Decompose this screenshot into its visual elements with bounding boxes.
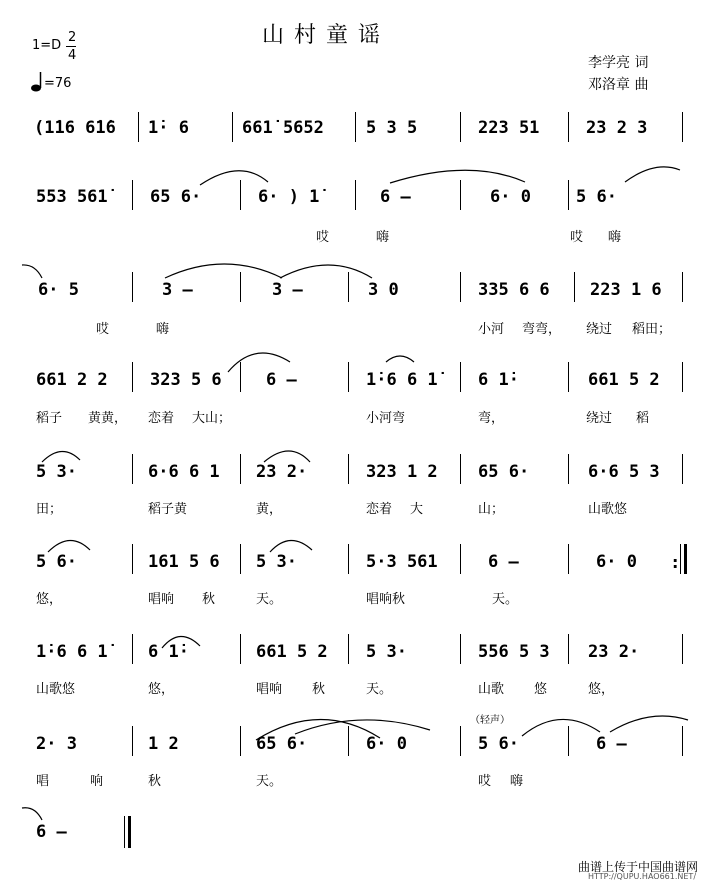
lyric: 山歌 xyxy=(478,682,505,697)
lyric: 天。 xyxy=(256,774,283,789)
barline xyxy=(132,454,133,484)
barline xyxy=(132,362,133,392)
notes-measure: 1̇·6 6 1̇ xyxy=(366,370,438,390)
notes-measure: 1̇·6 6 1̇ xyxy=(36,642,108,662)
lyric: 哎 xyxy=(478,774,492,789)
barline xyxy=(568,112,569,142)
composer-credit: 邓洛章 曲 xyxy=(588,77,649,93)
notes-measure: 6·6 6 1 xyxy=(148,462,220,482)
barline xyxy=(460,180,461,210)
barline xyxy=(460,544,461,574)
repeat-barline xyxy=(684,544,687,574)
barline xyxy=(460,272,461,302)
notes-measure: 6 – xyxy=(380,187,411,207)
notes-measure: 6 1̇· xyxy=(478,370,519,390)
lyric: 响 xyxy=(90,774,104,789)
notes-measure: 2· 3 xyxy=(36,734,77,754)
notes-measure: 5 3· xyxy=(366,642,407,662)
notes-measure: 661 5 2 xyxy=(256,642,328,662)
lyric: 悠， xyxy=(36,592,63,607)
notes-measure: 3 – xyxy=(272,280,303,300)
barline xyxy=(232,112,233,142)
lyric: 山； xyxy=(478,502,505,517)
barline xyxy=(460,112,461,142)
time-signature-numerator: 2 xyxy=(68,30,77,45)
lyric: 弯弯， xyxy=(522,322,562,337)
notes-measure: 556 5 3 xyxy=(478,642,550,662)
barline xyxy=(348,362,349,392)
notes-measure: 23 2· xyxy=(256,462,308,482)
notes-measure: 553 561̇ xyxy=(36,187,108,207)
barline xyxy=(240,272,241,302)
lyric: 哎 xyxy=(316,230,330,245)
barline xyxy=(240,634,241,664)
barline xyxy=(132,180,133,210)
watermark-url: HTTP://QUPU.HAO661.NET/ xyxy=(588,872,697,881)
lyric: 嗨 xyxy=(156,322,170,337)
notes-measure: 6 – xyxy=(36,822,67,842)
notes-measure: 5 6· xyxy=(478,734,519,754)
lyric: 黄黄， xyxy=(88,411,128,426)
barline xyxy=(132,272,133,302)
barline xyxy=(460,454,461,484)
barline xyxy=(355,180,356,210)
lyric: 嗨 xyxy=(608,230,622,245)
notes-measure: 1 2 xyxy=(148,734,179,754)
notes-measure: 335 6 6 xyxy=(478,280,550,300)
notes-measure: 65 6· xyxy=(478,462,530,482)
lyric: 哎 xyxy=(570,230,584,245)
notes-measure: 6 – xyxy=(488,552,519,572)
notes-measure: 5 3· xyxy=(36,462,77,482)
barline xyxy=(682,634,683,664)
barline xyxy=(348,634,349,664)
barline xyxy=(240,726,241,756)
notes-measure: 5 6· xyxy=(576,187,617,207)
barline xyxy=(682,272,683,302)
notes-measure: 3 – xyxy=(162,280,193,300)
tempo-mark: =76 xyxy=(44,76,72,91)
barline xyxy=(348,726,349,756)
notes-measure: 5 3 5 xyxy=(366,118,418,138)
notes-measure: 323 1 2 xyxy=(366,462,438,482)
time-signature-denominator: 4 xyxy=(68,48,77,63)
lyric: 悠， xyxy=(588,682,615,697)
lyric: 大 xyxy=(410,502,424,517)
notes-measure: 6· 5 xyxy=(38,280,79,300)
notes-measure: 6· ) 1̇ xyxy=(258,187,320,207)
lyric: 秋 xyxy=(148,774,162,789)
lyricist-credit: 李学亮 词 xyxy=(588,55,649,71)
notes-measure: 6·6 5 3 xyxy=(588,462,660,482)
lyric: 唱 xyxy=(36,774,50,789)
barline xyxy=(348,544,349,574)
lyric: 山歌悠 xyxy=(36,682,76,697)
barline xyxy=(240,544,241,574)
lyric: 黄， xyxy=(256,502,283,517)
watermark-text: 曲谱上传于中国曲谱网 xyxy=(578,860,699,874)
barline xyxy=(138,112,139,142)
notes-measure: 65 6· xyxy=(256,734,308,754)
barline xyxy=(132,634,133,664)
notes-measure: 161 5 6 xyxy=(148,552,220,572)
notes-measure: 1̇· 6 xyxy=(148,118,189,138)
notes-measure: 65 6· xyxy=(150,187,202,207)
lyric: 唱响 xyxy=(256,682,283,697)
lyric: 弯， xyxy=(478,411,505,426)
barline xyxy=(682,362,683,392)
barline xyxy=(568,180,569,210)
lyric: 田； xyxy=(36,502,63,517)
lyric: 天。 xyxy=(256,592,283,607)
notes-measure: 323 5 6 xyxy=(150,370,222,390)
barline xyxy=(680,544,681,574)
repeat-dots: : xyxy=(672,553,679,572)
dynamics-mark: （轻声） xyxy=(470,715,510,726)
notes-measure: 223 51 xyxy=(478,118,540,138)
notes-measure: 6· 0 xyxy=(490,187,531,207)
lyric: 稻子黄 xyxy=(148,502,188,517)
lyric: 秋 xyxy=(202,592,216,607)
lyric: 小河弯 xyxy=(366,411,406,426)
barline xyxy=(348,272,349,302)
barline xyxy=(460,726,461,756)
barline xyxy=(568,726,569,756)
barline xyxy=(682,454,683,484)
key-signature: 1=D xyxy=(32,38,62,53)
barline xyxy=(682,726,683,756)
lyric: 天。 xyxy=(366,682,393,697)
notes-measure: 6 1̇· xyxy=(148,642,189,662)
barline xyxy=(132,544,133,574)
barline xyxy=(460,362,461,392)
barline xyxy=(355,112,356,142)
barline xyxy=(240,362,241,392)
barline xyxy=(568,544,569,574)
lyric: 山歌悠 xyxy=(588,502,628,517)
barline xyxy=(568,634,569,664)
lyric: 唱响 xyxy=(148,592,175,607)
lyric: 恋着 xyxy=(366,502,393,517)
notes-measure: 6· 0 xyxy=(596,552,637,572)
notes-measure: 661 2 2 xyxy=(36,370,108,390)
notes-measure: 223 1 6 xyxy=(590,280,662,300)
barline xyxy=(682,112,683,142)
lyric: 小河 xyxy=(478,322,505,337)
barline xyxy=(460,634,461,664)
notes-measure: 6· 0 xyxy=(366,734,407,754)
notes-measure: 5 6· xyxy=(36,552,77,572)
notes-measure: 5·3 561 xyxy=(366,552,438,572)
barline xyxy=(568,362,569,392)
lyric: 秋 xyxy=(312,682,326,697)
notes-measure: 661̇ 5652 xyxy=(242,118,324,138)
lyric: 唱响秋 xyxy=(366,592,406,607)
barline xyxy=(574,272,575,302)
barline xyxy=(240,454,241,484)
page-title: 山村童谣 xyxy=(262,23,391,48)
lyric: 嗨 xyxy=(376,230,390,245)
notes-measure: 661 5 2 xyxy=(588,370,660,390)
lyric: 悠， xyxy=(148,682,175,697)
barline xyxy=(240,180,241,210)
lyric: 稻田； xyxy=(632,322,672,337)
lyric: 天。 xyxy=(492,592,519,607)
barline xyxy=(124,816,125,848)
barline xyxy=(348,454,349,484)
lyric: 稻子 xyxy=(36,411,63,426)
lyric: 嗨 xyxy=(510,774,524,789)
lyric: 绕过 xyxy=(586,322,613,337)
notes-measure: 23 2· xyxy=(588,642,640,662)
lyric: 大山； xyxy=(192,411,232,426)
lyric: 悠 xyxy=(534,682,548,697)
lyric: 稻 xyxy=(636,411,650,426)
barline xyxy=(568,454,569,484)
lyric: 哎 xyxy=(96,322,110,337)
notes-measure: 3 0 xyxy=(368,280,399,300)
final-barline xyxy=(128,816,131,848)
notes-measure: 23 2 3 xyxy=(586,118,648,138)
barline xyxy=(132,726,133,756)
notes-measure: (1̇16 6̇1̇6 xyxy=(34,118,116,138)
lyric: 恋着 xyxy=(148,411,175,426)
lyric: 绕过 xyxy=(586,411,613,426)
notes-measure: 5 3· xyxy=(256,552,297,572)
notes-measure: 6 – xyxy=(266,370,297,390)
notes-measure: 6 – xyxy=(596,734,627,754)
